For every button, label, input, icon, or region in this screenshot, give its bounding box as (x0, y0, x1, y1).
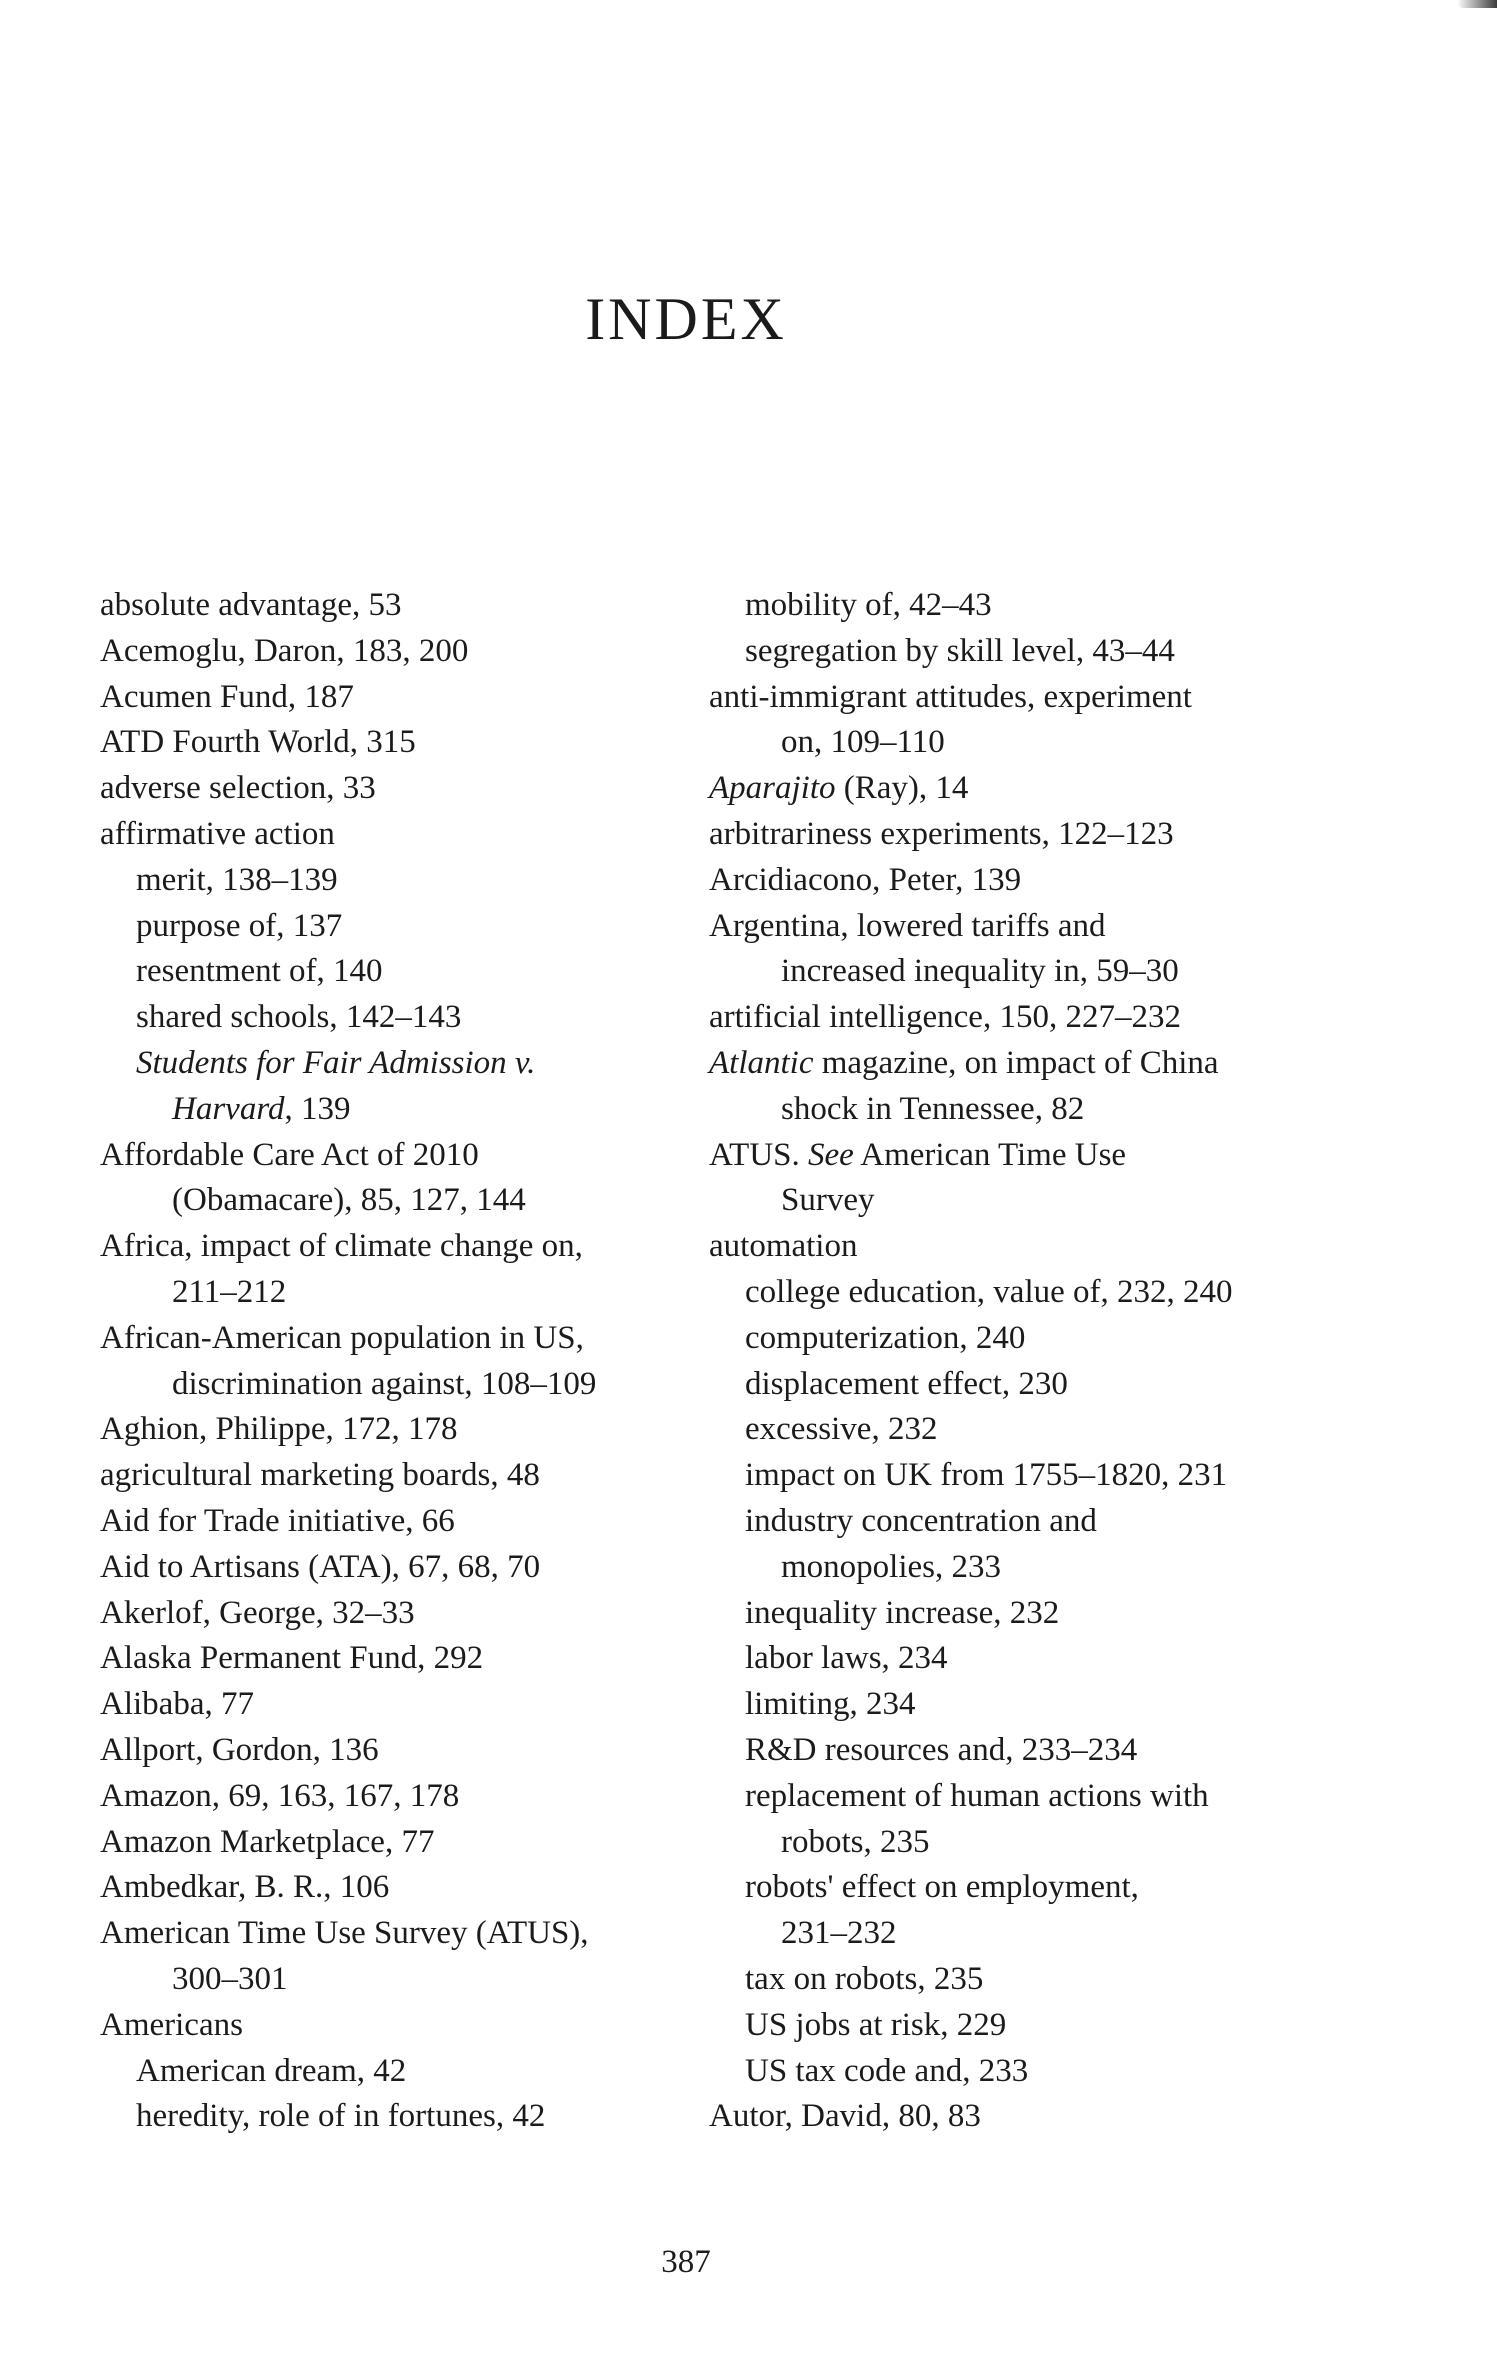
index-entry-text: adverse selection, 33 (100, 770, 376, 807)
index-entry (100, 629, 710, 675)
index-entry-text: arbitrariness experiments, 122–123 (709, 815, 1174, 852)
index-entry (100, 995, 710, 1041)
index-entry (709, 1591, 1349, 1637)
index-entry-text: (Obamacare), 85, 127, 144 (172, 1182, 526, 1219)
index-entry (709, 812, 1349, 858)
index-entry (100, 1270, 710, 1316)
index-entry (709, 629, 1349, 675)
index-entry-text: Acemoglu, Daron, 183, 200 (100, 632, 469, 669)
index-entry-text: US tax code and, 233 (745, 2052, 1029, 2089)
index-entry-italic: Atlantic (709, 1044, 814, 1081)
index-entry-text: 300–301 (172, 1960, 288, 1997)
index-entry-text: resentment of, 140 (136, 953, 383, 990)
index-entry (709, 949, 1349, 995)
scan-edge-mark (1457, 0, 1497, 8)
index-entry (709, 1270, 1349, 1316)
index-entry (709, 1636, 1349, 1682)
index-entry-text: displacement effect, 230 (745, 1365, 1068, 1402)
index-entry-text: Alaska Permanent Fund, 292 (100, 1640, 484, 1677)
index-entry-text: absolute advantage, 53 (100, 587, 402, 623)
index-entry-text: Allport, Gordon, 136 (100, 1731, 379, 1768)
index-entry (100, 1545, 710, 1591)
index-entry-italic: Students for Fair Admission v. (136, 1044, 536, 1081)
index-entry-text: labor laws, 234 (745, 1640, 948, 1677)
index-entry-text: discrimination against, 108–109 (172, 1365, 597, 1402)
index-entry (100, 904, 710, 950)
index-entry-text: Alibaba, 77 (100, 1686, 254, 1723)
index-entry-text: Africa, impact of climate change on, (100, 1228, 583, 1265)
index-entry (709, 904, 1349, 950)
index-entry-text: 231–232 (781, 1915, 897, 1952)
index-entry-text: Aid to Artisans (ATA), 67, 68, 70 (100, 1548, 541, 1585)
index-entry (709, 1087, 1349, 1133)
index-entry-text: increased inequality in, 59–30 (781, 953, 1179, 990)
index-entry (709, 1362, 1349, 1408)
index-entry (100, 1316, 710, 1362)
index-entry-text: tax on robots, 235 (745, 1960, 984, 1997)
index-entry-text: purpose of, 137 (136, 907, 343, 944)
index-entry-text: Ambedkar, B. R., 106 (100, 1869, 390, 1906)
index-column-left (100, 583, 710, 2140)
index-entry (100, 1133, 710, 1179)
index-entry (100, 1911, 710, 1957)
index-entry (100, 2003, 710, 2049)
index-entry-text: shared schools, 142–143 (136, 999, 462, 1036)
index-entry (709, 1133, 1349, 1179)
index-entry-text: American Time Use (853, 1136, 1127, 1173)
index-entry-text: ATUS. (709, 1136, 809, 1173)
index-entry (709, 1224, 1349, 1270)
index-entry (100, 583, 710, 629)
index-column-right (709, 583, 1349, 2140)
index-entry-text: computerization, 240 (745, 1319, 1026, 1356)
index-entry-italic: Aparajito (709, 770, 836, 807)
index-entry-text: Akerlof, George, 32–33 (100, 1594, 415, 1631)
index-entry-text: agricultural marketing boards, 48 (100, 1457, 540, 1494)
index-entry (100, 1957, 710, 2003)
index-entry (100, 1682, 710, 1728)
index-entry (100, 1362, 710, 1408)
index-entry-text: impact on UK from 1755–1820, 231 (745, 1457, 1228, 1494)
index-entry (100, 1087, 710, 1133)
index-entry-text: Arcidiacono, Peter, 139 (709, 861, 1022, 898)
index-entry (100, 2049, 710, 2095)
index-entry (709, 2049, 1349, 2095)
index-entry (709, 1316, 1349, 1362)
index-entry-text: Aid for Trade initiative, 66 (100, 1502, 455, 1539)
index-entry (100, 1041, 710, 1087)
index-entry-text: 211–212 (172, 1273, 287, 1310)
index-entry-text: Amazon Marketplace, 77 (100, 1823, 435, 1860)
index-entry-text: Autor, David, 80, 83 (709, 2098, 981, 2135)
index-entry-text: Survey (781, 1182, 875, 1219)
index-entry (709, 858, 1349, 904)
index-entry-text: American Time Use Survey (ATUS), (100, 1915, 589, 1952)
index-entry (100, 949, 710, 995)
page-title: INDEX (585, 286, 787, 352)
index-entry-text: excessive, 232 (745, 1411, 938, 1448)
index-entry (709, 1774, 1349, 1820)
index-entry (100, 720, 710, 766)
index-entry (100, 675, 710, 721)
index-entry (100, 1591, 710, 1637)
index-entry-italic: See (808, 1136, 854, 1173)
index-entry (709, 1178, 1349, 1224)
index-entry (709, 1865, 1349, 1911)
index-entry (709, 1820, 1349, 1866)
index-entry-text: heredity, role of in fortunes, 42 (136, 2098, 546, 2135)
index-entry (100, 1728, 710, 1774)
index-entry-text: college education, value of, 232, 240 (745, 1273, 1233, 1310)
index-entry-text: anti-immigrant attitudes, experiment (709, 678, 1192, 715)
index-entry-text: artificial intelligence, 150, 227–232 (709, 999, 1181, 1036)
index-entry (709, 720, 1349, 766)
index-entry-text: inequality increase, 232 (745, 1594, 1060, 1631)
index-entry (100, 1453, 710, 1499)
index-entry-text: robots' effect on employment, (745, 1869, 1139, 1906)
index-entry (100, 1865, 710, 1911)
index-entry-text: (Ray), 14 (835, 770, 969, 807)
index-entry (100, 1224, 710, 1270)
index-entry (100, 1499, 710, 1545)
index-entry (100, 1774, 710, 1820)
index-entry-text: , 139 (284, 1090, 351, 1127)
index-entry (100, 812, 710, 858)
index-entry (709, 1545, 1349, 1591)
index-entry (709, 1499, 1349, 1545)
index-entry-italic: Harvard (172, 1090, 285, 1127)
index-entry-text: segregation by skill level, 43–44 (745, 632, 1175, 669)
index-entry-text: merit, 138–139 (136, 861, 338, 898)
index-entry (709, 2003, 1349, 2049)
index-entry (100, 2094, 710, 2140)
index-entry-text: Aghion, Philippe, 172, 178 (100, 1411, 458, 1448)
index-entry (709, 1682, 1349, 1728)
page-number: 387 (661, 2244, 711, 2280)
index-entry-text: robots, 235 (781, 1823, 930, 1860)
index-entry-text: affirmative action (100, 815, 335, 852)
index-entry-text: ATD Fourth World, 315 (100, 724, 416, 761)
index-entry-text: monopolies, 233 (781, 1548, 1001, 1585)
index-entry (100, 1820, 710, 1866)
index-entry-text: replacement of human actions with (745, 1777, 1209, 1814)
index-entry-text: industry concentration and (745, 1502, 1097, 1539)
index-entry-text: automation (709, 1228, 858, 1265)
index-entry (709, 766, 1349, 812)
index-entry (709, 1911, 1349, 1957)
index-entry-text: Affordable Care Act of 2010 (100, 1136, 479, 1173)
index-entry (100, 1407, 710, 1453)
index-entry-text: R&D resources and, 233–234 (745, 1731, 1138, 1768)
index-entry (709, 675, 1349, 721)
index-entry (709, 2094, 1349, 2140)
index-entry (100, 858, 710, 904)
index-entry (709, 583, 1349, 629)
index-entry (709, 1957, 1349, 2003)
index-entry-text: US jobs at risk, 229 (745, 2006, 1007, 2043)
index-entry (709, 995, 1349, 1041)
index-entry-text: shock in Tennessee, 82 (781, 1090, 1085, 1127)
index-entry (709, 1041, 1349, 1087)
index-entry-text: magazine, on impact of China (813, 1044, 1219, 1081)
index-entry-text: Americans (100, 2006, 243, 2043)
index-entry (100, 766, 710, 812)
index-entry-text: on, 109–110 (781, 724, 945, 761)
index-entry (100, 1178, 710, 1224)
index-entry (709, 1453, 1349, 1499)
index-entry-text: American dream, 42 (136, 2052, 407, 2089)
index-entry-text: limiting, 234 (745, 1686, 916, 1723)
index-entry (100, 1636, 710, 1682)
index-entry-text: Acumen Fund, 187 (100, 678, 354, 715)
index-entry-text: African-American population in US, (100, 1319, 584, 1356)
index-entry-text: mobility of, 42–43 (745, 587, 992, 623)
index-entry-text: Amazon, 69, 163, 167, 178 (100, 1777, 460, 1814)
index-entry-text: Argentina, lowered tariffs and (709, 907, 1106, 944)
index-entry (709, 1728, 1349, 1774)
index-entry (709, 1407, 1349, 1453)
